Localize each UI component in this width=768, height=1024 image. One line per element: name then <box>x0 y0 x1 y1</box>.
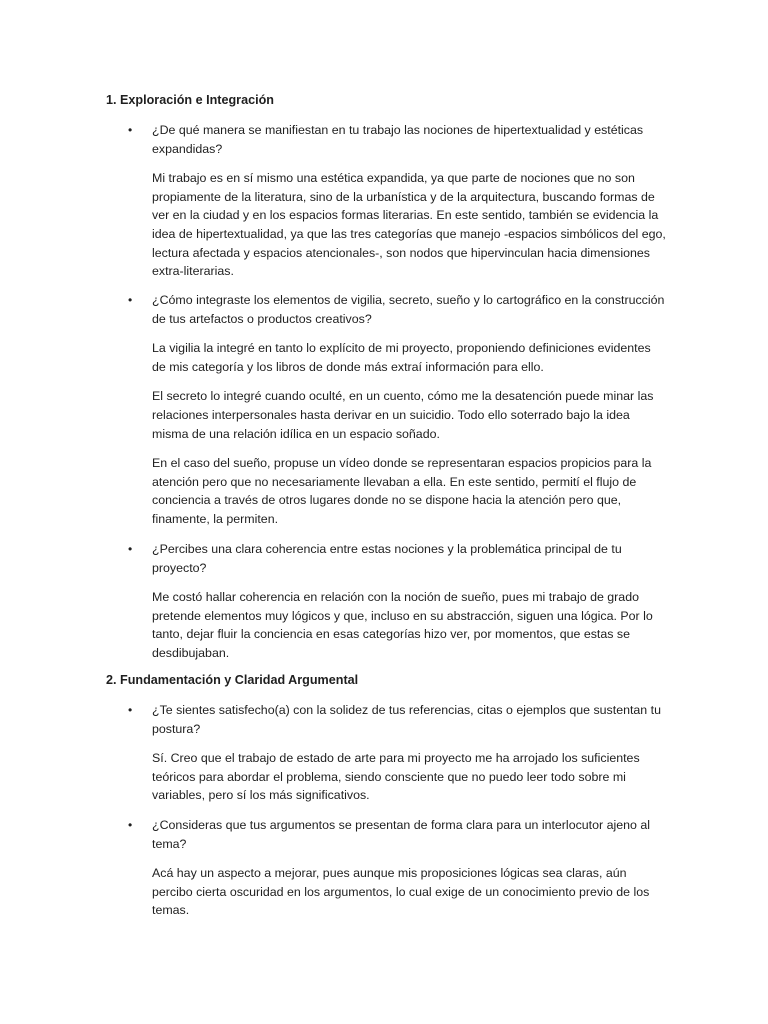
section-heading-foundation: 2. Fundamentación y Claridad Argumental <box>106 673 359 687</box>
question-text: ¿De qué manera se manifiestan en tu trabajo las nociones de hipertextualidad y estéticas expandidas? <box>152 123 644 156</box>
bullet-icon: • <box>128 542 133 556</box>
answer-paragraph: Me costó hallar coherencia en relación con la noción de sueño, pues mi trabajo de grado pretende elementos muy lógicos y que, incluso en su abstracción, siguen una lógica. Por lo tanto, dejar fluir la conciencia en esas categorías hizo ver, por momentos, que estas se desdibujaban. <box>152 590 653 660</box>
list-item-integration <box>106 291 666 529</box>
answer-paragraph: Sí. Creo que el trabajo de estado de arte para mi proyecto me ha arrojado los suficientes teóricos para abordar el problema, siendo consciente que no puedo leer todo sobre mi variables, pero sí los más significativos. <box>152 751 640 803</box>
list-item-hypertextuality <box>106 121 666 281</box>
question-text: ¿Percibes una clara coherencia entre estas nociones y la problemática principal de tu proyecto? <box>152 542 622 575</box>
list-item-coherence <box>106 540 666 663</box>
answer-paragraph: Mi trabajo es en sí mismo una estética expandida, ya que parte de nociones que no son propiamente de la literatura, sino de la urbanística y de la arquitectura, buscando formas de ver en la ciudad y en los espacios formas literarias. En este sentido, también se evidencia la idea de hipertextualidad, ya que las tres categorías que manejo -espacios simbólicos del ego, lectura afectada y espacios atencionales-, son nodos que hipervinculan hacia dimensiones extra-literarias. <box>152 171 666 279</box>
bullet-icon: • <box>128 703 133 717</box>
section-heading-exploration: 1. Exploración e Integración <box>106 93 274 107</box>
list-item-references <box>106 701 666 805</box>
answer-paragraph: La vigilia la integré en tanto lo explícito de mi proyecto, proponiendo definiciones evidentes de mis categoría y los libros de donde más extraí información para ello. <box>152 341 651 374</box>
question-text: ¿Te sientes satisfecho(a) con la solidez de tus referencias, citas o ejemplos que sustentan tu postura? <box>152 703 661 736</box>
bullet-icon: • <box>128 123 133 137</box>
list-item-clarity <box>106 816 666 920</box>
bullet-icon: • <box>128 818 133 832</box>
answer-paragraph: Acá hay un aspecto a mejorar, pues aunque mis proposiciones lógicas sea claras, aún percibo cierta oscuridad en los argumentos, lo cual exige de un conocimiento previo de los temas. <box>152 866 650 918</box>
question-text: ¿Consideras que tus argumentos se presentan de forma clara para un interlocutor ajeno al tema? <box>152 818 650 851</box>
bullet-icon: • <box>128 293 133 307</box>
answer-paragraph: En el caso del sueño, propuse un vídeo donde se representaran espacios propicios para la atención pero que no necesariamente llevaban a ella. En este sentido, permití el flujo de conciencia a través de otros lugares donde no se dispone hacia la atención pero que, finamente, la permiten. <box>152 456 652 526</box>
question-text: ¿Cómo integraste los elementos de vigilia, secreto, sueño y lo cartográfico en la construcción de tus artefactos o productos creativos? <box>152 293 665 326</box>
answer-paragraph: El secreto lo integré cuando oculté, en un cuento, cómo me la desatención puede minar las relaciones interpersonales hasta derivar en un suicidio. Todo ello soterrado bajo la idea misma de una relación idílica en un espacio soñado. <box>152 389 654 441</box>
